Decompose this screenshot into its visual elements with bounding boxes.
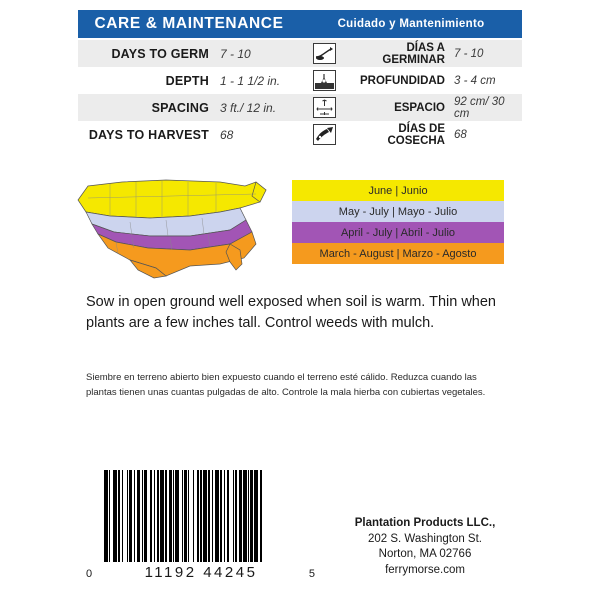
- row-label-spanish: PROFUNDIDAD: [360, 74, 445, 87]
- row-label-spanish: DÍAS A GERMINAR: [382, 41, 445, 66]
- table-row: [78, 121, 522, 148]
- row-label-english: DEPTH: [165, 73, 209, 88]
- barcode-right-digit: 5: [308, 568, 316, 580]
- table-row: [78, 94, 522, 121]
- company-website: ferrymorse.com: [385, 563, 465, 576]
- legend-label: May - July | Mayo - Julio: [338, 205, 458, 218]
- instructions-spanish: Siembre en terreno abierto bien expuesto cuando el terreno esté cálido. Reduzca cuando las plantas tienen unas cuantas pulgadas de alto. Controle la mala hierba con cubiertas vegetales.: [86, 372, 486, 398]
- plant-spacing-icon: [306, 94, 342, 121]
- row-value-spanish: 68: [454, 128, 467, 141]
- company-city-state-zip: Norton, MA 02766: [378, 548, 472, 560]
- row-value-spanish: 7 - 10: [454, 47, 484, 60]
- barcode: [86, 470, 316, 581]
- row-value-spanish: 92 cm/ 30 cm: [454, 95, 505, 120]
- legend-item: [292, 222, 504, 243]
- company-street: 202 S. Washington St.: [367, 532, 482, 545]
- seed-sprout-icon: [306, 40, 342, 67]
- row-value-english: 68: [220, 127, 234, 142]
- legend-label: June | Junio: [368, 184, 428, 197]
- header-title-spanish: Cuidado y Mantenimiento: [337, 18, 485, 30]
- row-value-english: 7 - 10: [220, 46, 251, 61]
- header-title-english: CARE & MAINTENANCE: [94, 15, 284, 32]
- barcode-left-digit: 0: [86, 568, 94, 580]
- seed-depth-icon: [306, 67, 342, 94]
- company-address: [330, 516, 520, 578]
- table-row: [78, 67, 522, 94]
- barcode-bars: [104, 470, 316, 562]
- row-label-spanish: DÍAS DE COSECHA: [387, 122, 445, 147]
- legend-item: [292, 201, 504, 222]
- row-value-spanish: 3 - 4 cm: [454, 74, 496, 87]
- company-name: Plantation Products LLC.,: [354, 517, 496, 529]
- legend-item: [292, 243, 504, 264]
- table-row: [78, 40, 522, 67]
- legend-label: April - July | Abril - Julio: [340, 226, 456, 239]
- legend-item: [292, 180, 504, 201]
- row-label-spanish: ESPACIO: [394, 101, 445, 114]
- row-label-english: SPACING: [151, 100, 209, 115]
- legend-label: March - August | Marzo - Agosto: [319, 247, 477, 260]
- row-value-english: 1 - 1 1/2 in.: [220, 73, 281, 88]
- care-maintenance-header: [78, 10, 522, 38]
- planting-time-legend: [292, 180, 504, 264]
- instructions-english: Sow in open ground well exposed when soil is warm. Thin when plants are a few inches tall. Control weeds with mulch.: [86, 294, 496, 331]
- row-label-english: DAYS TO HARVEST: [88, 127, 209, 142]
- barcode-main-digits: 11192 44245: [144, 564, 258, 581]
- care-instructions-table: [78, 40, 522, 148]
- usa-planting-zone-map: [70, 172, 290, 282]
- row-label-english: DAYS TO GERM: [111, 46, 209, 61]
- harvest-icon: [306, 121, 342, 148]
- barcode-digits: [86, 564, 316, 581]
- row-value-english: 3 ft./ 12 in.: [220, 100, 277, 115]
